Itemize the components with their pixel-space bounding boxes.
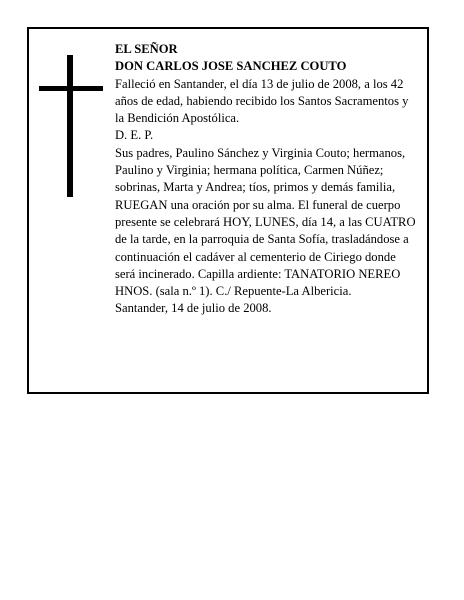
family-paragraph: Sus padres, Paulino Sánchez y Virginia Couto; hermanos, Paulino y Virginia; hermana política, Carmen Núñez; sobrinas, Marta y Andrea; tíos, primos y demás familia, — [115, 145, 406, 195]
dateline: Santander, 14 de julio de 2008. — [115, 301, 272, 316]
notice-title-line1: EL SEÑOR — [115, 42, 178, 56]
dep-line: D. E. P. — [115, 128, 154, 143]
death-paragraph: Falleció en Santander, el día 13 de julio de 2008, a los 42 años de edad, habiendo recibido los Santos Sacramentos y la Bendición Apostólica. — [115, 76, 409, 126]
cross-horizontal-bar — [39, 86, 103, 91]
funeral-paragraph: RUEGAN una oración por su alma. El funeral de cuerpo presente se celebrará HOY, LUNES, día 14, a las CUATRO de la tarde, en la parroquia de Santa Sofía, trasladándose a continuación el cadáver al cementerio de Ciriego donde será incinerado. Capilla ardiente: TANATORIO NEREO HNOS. (sala n.º 1). C./ Repuente-La Albericia. — [115, 197, 416, 299]
obituary-notice — [27, 27, 429, 394]
notice-text — [115, 41, 419, 318]
latin-cross-icon — [39, 55, 103, 197]
deceased-name: DON CARLOS JOSE SANCHEZ COUTO — [115, 59, 347, 74]
cross-vertical-bar — [67, 55, 73, 197]
